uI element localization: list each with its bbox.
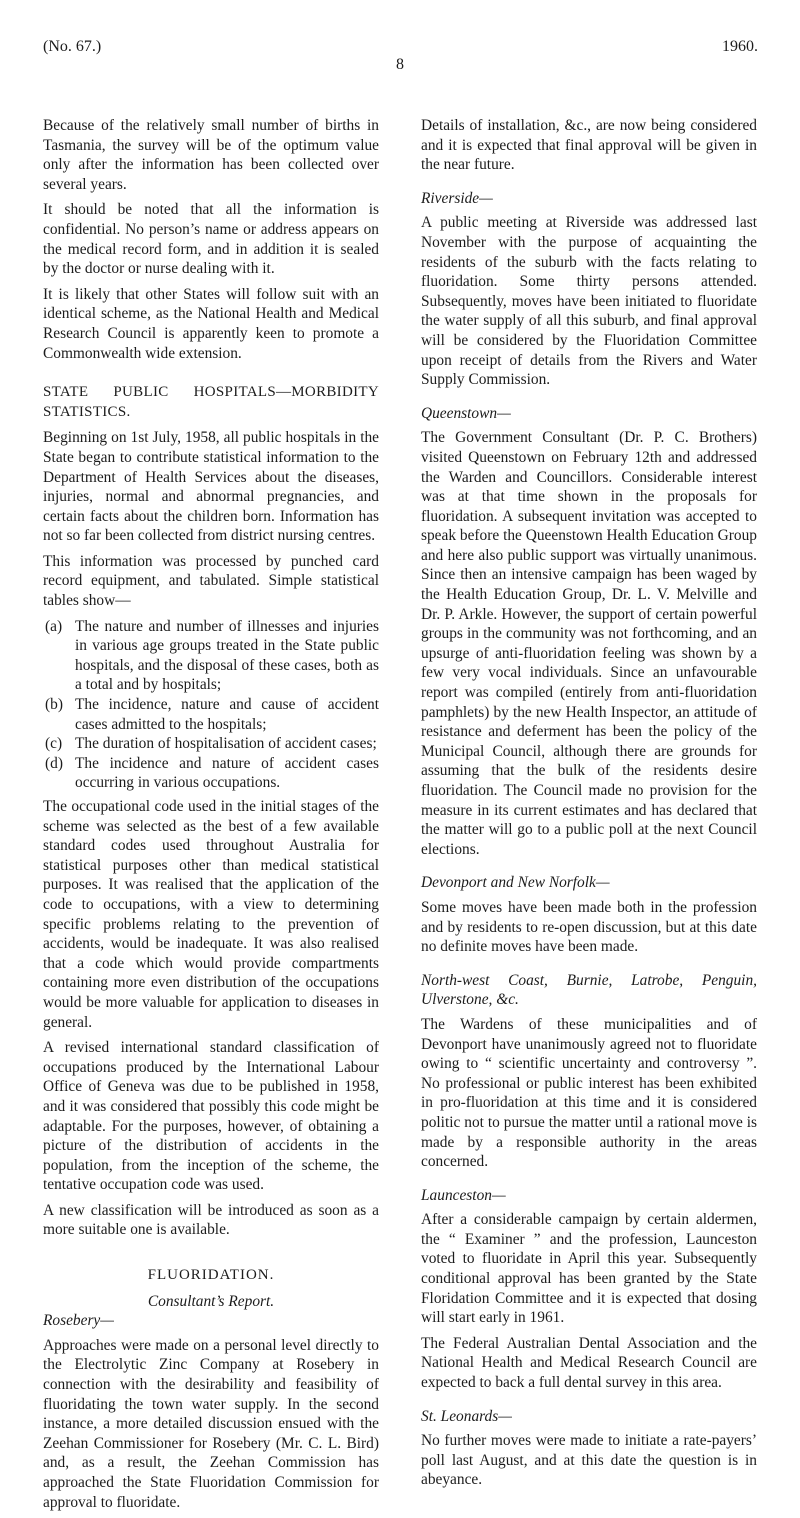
- paragraph: A public meeting at Riverside was addressed last November with the purpose of acquainting the residents of the suburb with the facts relating to fluoridation. Some thirty persons attended. Subsequently, moves have been initiated to fluoridate the water supply of all this suburb, and final approval will be considered by the Fluoridation Committee upon receipt of details from the Rivers and Water Supply Commission.: [421, 214, 757, 389]
- document-year: 1960.: [722, 38, 758, 55]
- list-item-text: The incidence and nature of accident cases occurring in various occupations.: [75, 754, 379, 792]
- paragraph: It should be noted that all the information is confidential. No person’s name or address appears on the medical record form, and in addition it is sealed by the doctor or nurse dealing with it.: [43, 201, 379, 278]
- list-item: [43, 617, 379, 695]
- paragraph: The Government Consultant (Dr. P. C. Brothers) visited Queenstown on February 12th and addressed the Warden and Councillors. Considerable interest was at that time shown in the proposals for fluoridation. A subsequent invitation was accepted to speak before the Queenstown Health Education Group and here also public support was virtually unanimous. Since then an intensive campaign has been waged by the Health Education Group, Dr. L. V. Melville and Dr. P. Arkle. However, the support of certain powerful groups in the community was not forthcoming, and an upsurge of anti-fluoridation feeling was shown by a few very vocal individuals. Since an unfavourable report was compiled (entirely from anti-fluoridation pamphlets) by the new Health Inspector, an attitude of resistance and deferment has been the policy of the Municipal Council, although there are grounds for assuming that the bulk of the residents desire fluoridation. The Council made no provision for the measure in its current estimates and has declared that the matter will go to a public poll at the next Council elections.: [421, 429, 757, 858]
- paragraph: After a considerable campaign by certain aldermen, the “ Examiner ” and the profession, Launceston voted to fluoridate in April this year. Subsequently conditional approval has been granted by the State Floridation Committee and it is expected that dosing will start early in 1961.: [421, 1211, 757, 1327]
- list-item: [43, 734, 379, 754]
- paragraph: Beginning on 1st July, 1958, all public hospitals in the State began to contribute statistical information to the Department of Health Services about the diseases, injuries, normal and abnormal pregnancies, and certain facts about the children born. Information has not so far been collected from district nursing centres.: [43, 429, 379, 545]
- heading-queenstown: Queenstown—: [421, 404, 511, 422]
- list-item-label: (c): [45, 735, 63, 753]
- statistics-list: [43, 617, 379, 793]
- list-item-text: The incidence, nature and cause of accident cases admitted to the hospitals;: [75, 696, 379, 733]
- section-heading-hospitals: STATE PUBLIC HOSPITALS—MORBIDITY STATISTICS.: [43, 384, 379, 420]
- heading-launceston: Launceston—: [421, 1186, 506, 1204]
- heading-riverside: Riverside—: [421, 189, 493, 207]
- paragraph: The Wardens of these municipalities and of Devonport have unanimously agreed not to fluoridate owing to “ scientific uncertainty and controversy ”. No professional or public interest has been exhibited in pro-fluoridation at this time and it is considered politic not to pursue the matter until a rational move is made by a responsible authority in the areas concerned.: [421, 1015, 757, 1171]
- document-number: (No. 67.): [43, 38, 102, 55]
- paragraph: Approaches were made on a personal level directly to the Electrolytic Zinc Company at Rosebery in connection with the desirability and feasibility of fluoridating the town water supply. In the second instance, a more detailed discussion ensued with the Zeehan Commissioner for Rosebery (Mr. C. L. Bird) and, as a result, the Zeehan Commission has approached the State Fluoridation Commission for approval to fluoridate.: [43, 1336, 379, 1511]
- left-column: [43, 116, 379, 1518]
- list-item-text: The nature and number of illnesses and injuries in various age groups treated in the State public hospitals, and the disposal of these cases, both as a total and by hospitals;: [75, 617, 379, 694]
- paragraph: This information was processed by punched card record equipment, and tabulated. Simple statistical tables show—: [43, 552, 379, 610]
- heading-rosebery: Rosebery—: [43, 1312, 114, 1330]
- paragraph: Because of the relatively small number of births in Tasmania, the survey will be of the optimum value only after the information has been collected over several years.: [43, 117, 379, 193]
- page-number: 8: [396, 56, 404, 73]
- list-item-label: (a): [45, 617, 63, 635]
- paragraph: A new classification will be introduced as soon as a more suitable one is available.: [43, 1201, 379, 1239]
- list-item-label: (b): [45, 696, 63, 714]
- paragraph: The occupational code used in the initial stages of the scheme was selected as the best of a few available standard codes used throughout Australia for statistical purposes other than medical statistical purposes. It was realised that the application of the code to occupations, with a view to determining specific problems relating to the prevention of accidents, would be inadequate. It was also realised that a code which would provide compartments containing more even distribution of the occupations would be more valuable for application to diseases in general.: [43, 798, 379, 1031]
- list-item-text: The duration of hospitalisation of accident cases;: [75, 735, 377, 753]
- paragraph: No further moves were made to initiate a rate-payers’ poll last August, and at this date the question is in abeyance.: [421, 1432, 757, 1489]
- list-item-label: (d): [45, 754, 63, 772]
- paragraph: Details of installation, &c., are now being considered and it is expected that final approval will be given in the near future.: [421, 117, 757, 174]
- heading-northwest-coast: North-west Coast, Burnie, Latrobe, Penguin, Ulverstone, &c.: [421, 971, 757, 1009]
- list-item: [43, 754, 379, 793]
- heading-devonport: Devonport and New Norfolk—: [421, 874, 610, 892]
- section-heading-fluoridation: FLUORIDATION.: [147, 1267, 275, 1284]
- paragraph: A revised international standard classification of occupations produced by the International Labour Office of Geneva was due to be published in 1958, and it was considered that possibly this code might be adaptable. For the purposes, however, of obtaining a picture of the distribution of accidents in the population, from the inception of the scheme, the tentative occupation code was used.: [43, 1039, 379, 1194]
- right-column: [421, 116, 757, 1496]
- paragraph: The Federal Australian Dental Association and the National Health and Medical Research Council are expected to back a full dental survey in this area.: [421, 1334, 757, 1392]
- paragraph: Some moves have been made both in the profession and by residents to re-open discussion, but at this date no definite moves have been made.: [421, 898, 757, 956]
- subheading-consultant-report: Consultant’s Report.: [147, 1292, 275, 1310]
- heading-st-leonards: St. Leonards—: [421, 1407, 512, 1425]
- list-item: [43, 695, 379, 734]
- paragraph: It is likely that other States will follow suit with an identical scheme, as the National Health and Medical Research Council is apparently keen to promote a Commonwealth wide extension.: [43, 285, 379, 362]
